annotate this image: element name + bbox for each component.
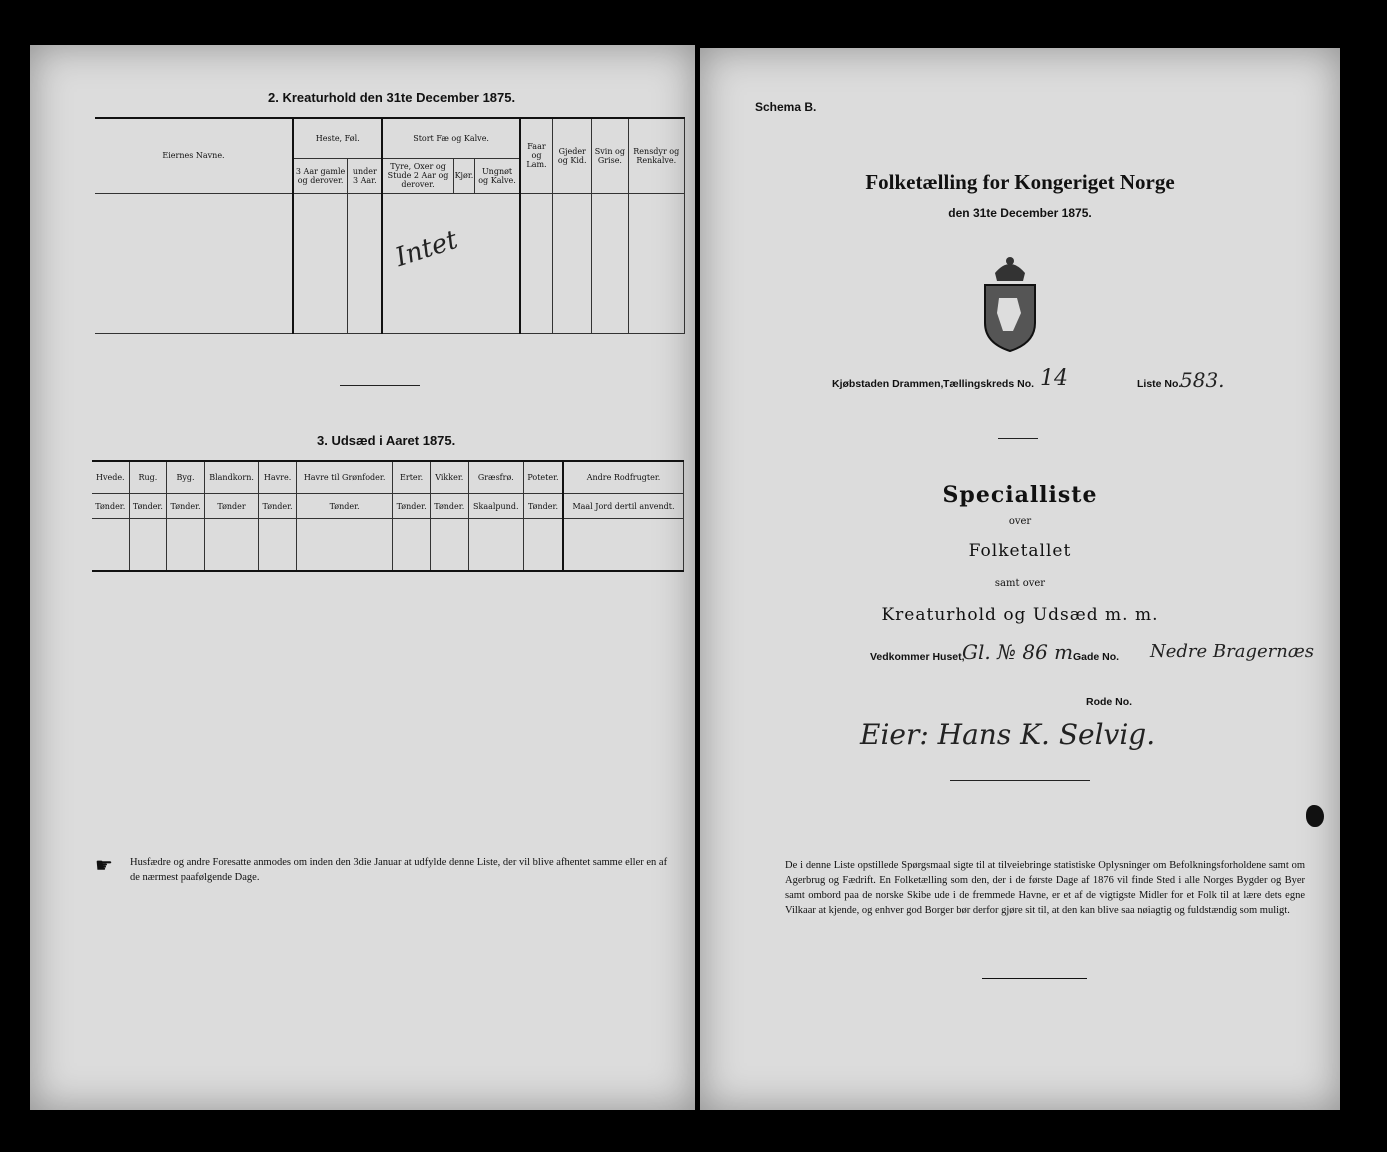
table-cell bbox=[563, 519, 683, 571]
seed-header: Havre til Grønfoder. bbox=[296, 461, 392, 493]
right-page bbox=[700, 48, 1340, 1110]
table-cell bbox=[520, 193, 553, 333]
table-cell bbox=[167, 519, 205, 571]
table-cell bbox=[468, 519, 523, 571]
liste-label: Liste No. bbox=[1137, 378, 1182, 390]
table-cell bbox=[92, 519, 129, 571]
table-cell bbox=[628, 193, 684, 333]
seed-unit: Skaalpund. bbox=[468, 493, 523, 518]
table-cell bbox=[259, 519, 297, 571]
table-cell bbox=[553, 193, 592, 333]
liste-value: 583. bbox=[1180, 368, 1225, 392]
eier-handwriting: Eier: Hans K. Selvig. bbox=[860, 718, 1156, 751]
huset-value: Gl. № 86 m bbox=[962, 640, 1074, 664]
gade-value: Nedre Bragernæs bbox=[1150, 641, 1314, 662]
horses-header: Heste, Føl. bbox=[293, 118, 382, 158]
seed-header: Havre. bbox=[259, 461, 297, 493]
divider bbox=[340, 385, 420, 386]
divider bbox=[982, 978, 1087, 979]
seed-header: Andre Rodfrugter. bbox=[563, 461, 683, 493]
seed-header: Hvede. bbox=[92, 461, 129, 493]
pointing-hand-icon: ☛ bbox=[95, 853, 113, 877]
sheep-header: Faar og Lam. bbox=[520, 118, 553, 193]
table-cell bbox=[129, 519, 167, 571]
left-notice: Husfædre og andre Foresatte anmodes om inden den 3die Januar at udfylde denne Liste, der vil blive afhentet samme eller en af de nærmest paafølgende Dage. bbox=[130, 857, 668, 883]
kreds-label: Tællingskreds No. bbox=[943, 378, 1035, 390]
seed-header: Blandkorn. bbox=[204, 461, 258, 493]
seed-unit: Tønder. bbox=[92, 493, 129, 518]
seed-header: Græsfrø. bbox=[468, 461, 523, 493]
left-page bbox=[30, 45, 695, 1110]
seed-unit: Tønder. bbox=[393, 493, 431, 518]
seed-header: Vikker. bbox=[430, 461, 468, 493]
owner-header: Eiernes Navne. bbox=[95, 118, 293, 193]
seed-unit: Tønder. bbox=[129, 493, 167, 518]
kreaturhold-heading: Kreaturhold og Udsæd m. m. bbox=[881, 605, 1159, 625]
schema-label: Schema B. bbox=[755, 100, 817, 114]
samt-over-label: samt over bbox=[994, 578, 1046, 589]
over-label: over bbox=[1008, 516, 1032, 527]
cattle-header: Stort Fæ og Kalve. bbox=[382, 118, 519, 158]
horses-sub2: under 3 Aar. bbox=[348, 158, 383, 193]
horses-sub1: 3 Aar gamle og derover. bbox=[293, 158, 348, 193]
seed-unit: Tønder. bbox=[167, 493, 205, 518]
table-cell bbox=[204, 519, 258, 571]
goats-header: Gjeder og Kid. bbox=[553, 118, 592, 193]
livestock-table bbox=[95, 117, 685, 334]
seed-header: Rug. bbox=[129, 461, 167, 493]
table-cell bbox=[592, 193, 628, 333]
table-cell bbox=[348, 193, 383, 333]
table-cell bbox=[393, 519, 431, 571]
pigs-header: Svin og Grise. bbox=[592, 118, 628, 193]
seed-unit: Tønder. bbox=[523, 493, 563, 518]
seed-unit: Tønder. bbox=[259, 493, 297, 518]
right-notice: De i denne Liste opstillede Spørgsmaal sigte til at tilveiebringe statistiske Oplysninger om Befolkningsforholdene samt om Agerbrug og Fædrift. En Folketælling som den, der i de første Dage af 1876 vil finde Sted i alle Norges Bygder og Byer samt ombord paa de norske Skibe ude i de fremmede Havne, er et af de vigtigste Midler for et Folk til at lære dets egne Vilkaar at kjende, og enhver god Borger bør derfor gjøre sit til, at den kan blive saa nøiagtig og fuldstændig som muligt. bbox=[785, 860, 1305, 916]
kjobstad-label: Kjøbstaden Drammen, bbox=[832, 378, 944, 390]
table-cell bbox=[430, 519, 468, 571]
specialliste-heading: Specialliste bbox=[942, 482, 1098, 508]
intet-handwriting: Intet bbox=[392, 224, 462, 273]
cattle-sub3: Ungnøt og Kalve. bbox=[475, 158, 520, 193]
seed-header: Poteter. bbox=[523, 461, 563, 493]
owner-cell bbox=[95, 193, 293, 333]
table-cell bbox=[523, 519, 563, 571]
coat-of-arms-icon bbox=[977, 253, 1043, 353]
seed-header: Erter. bbox=[393, 461, 431, 493]
section2-title: 2. Kreaturhold den 31te December 1875. bbox=[268, 90, 516, 105]
ink-blot bbox=[1306, 805, 1324, 827]
cattle-sub1: Tyre, Oxer og Stude 2 Aar og derover. bbox=[382, 158, 453, 193]
gade-label: Gade No. bbox=[1073, 651, 1120, 663]
vedkommer-label: Vedkommer Huset, bbox=[870, 651, 965, 663]
divider bbox=[998, 438, 1038, 439]
main-title: Folketælling for Kongeriget Norge bbox=[865, 170, 1175, 194]
seed-unit: Tønder bbox=[204, 493, 258, 518]
cattle-sub2: Kjør. bbox=[453, 158, 475, 193]
table-cell bbox=[296, 519, 392, 571]
divider bbox=[950, 780, 1090, 781]
cattle-cell bbox=[382, 193, 519, 333]
kreds-value: 14 bbox=[1040, 366, 1068, 391]
rode-label: Rode No. bbox=[1086, 696, 1133, 708]
section3-title: 3. Udsæd i Aaret 1875. bbox=[317, 433, 456, 448]
seed-unit: Maal Jord dertil anvendt. bbox=[563, 493, 683, 518]
seed-unit: Tønder. bbox=[430, 493, 468, 518]
table-cell bbox=[293, 193, 348, 333]
reindeer-header: Rensdyr og Renkalve. bbox=[628, 118, 684, 193]
seed-header: Byg. bbox=[167, 461, 205, 493]
main-date: den 31te December 1875. bbox=[948, 206, 1092, 220]
seed-table bbox=[92, 460, 684, 572]
folketallet-heading: Folketallet bbox=[968, 541, 1072, 561]
seed-unit: Tønder. bbox=[296, 493, 392, 518]
